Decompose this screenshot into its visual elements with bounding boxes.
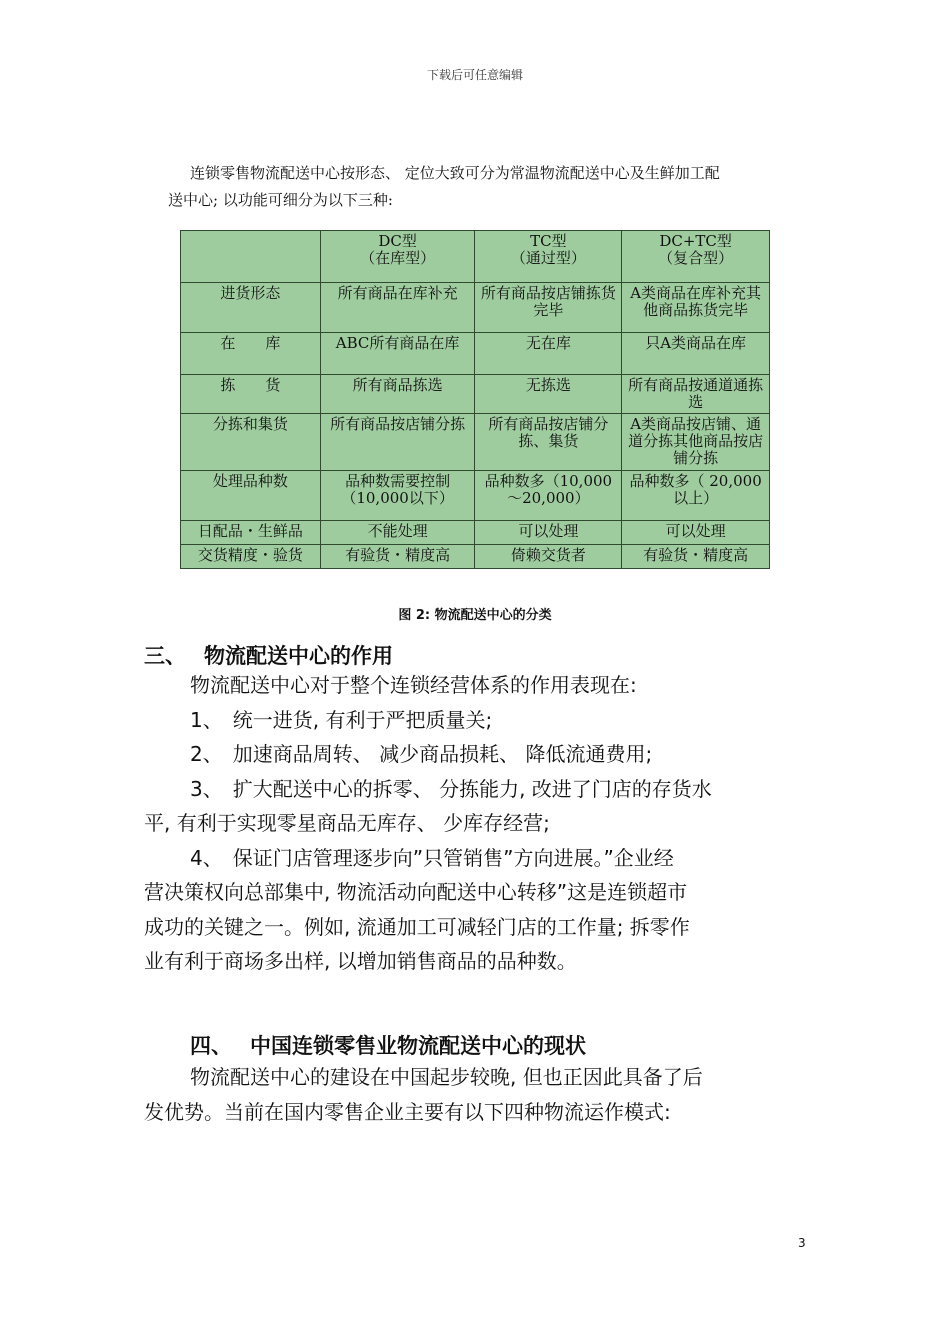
body-line: 业有利于商场多出样, 以增加销售商品的品种数。 [144,949,577,973]
body-line: 1、 统一进货, 有利于严把质量关; [190,707,493,732]
table-row [181,333,770,375]
table-cell: 无在库 [475,333,622,375]
table-cell: 有验货・精度高 [320,545,475,569]
body-line: 3、 扩大配送中心的拆零、 分拣能力, 改进了门店的存货水 [190,776,712,801]
table-cell: 可以处理 [622,521,770,545]
table-row [181,545,770,569]
body-line: 营决策权向总部集中, 物流活动向配送中心转移”这是连锁超市 [144,880,688,904]
table-cell: 倚赖交货者 [475,545,622,569]
body-line: 物流配送中心对于整个连锁经营体系的作用表现在: [190,673,637,697]
table-cell: 只A类商品在库 [622,333,770,375]
intro-line: 连锁零售物流配送中心按形态、 定位大致可分为常温物流配送中心及生鲜加工配 [190,164,720,182]
section-heading [144,640,393,670]
row-label: 进货形态 [181,283,321,333]
section-body [144,668,806,979]
table-row [181,521,770,545]
table-cell: 所有商品在库补充 [320,283,475,333]
table-cell: A类商品在库补充其他商品拣货完毕 [622,283,770,333]
body-line: 物流配送中心的建设在中国起步较晚, 但也正因此具备了后 [190,1065,703,1089]
table-cell: 可以处理 [475,521,622,545]
table-cell: 品种数多（ 20,000以上） [622,471,770,521]
table-cell: 无拣选 [475,375,622,414]
row-label: 处理品种数 [181,471,321,521]
table-header-cell [181,231,321,283]
table-cell: ABC所有商品在库 [320,333,475,375]
table-header-row [181,231,770,283]
table-row [181,414,770,471]
table-cell: 所有商品按店铺分拣、集货 [475,414,622,471]
table-cell: 品种数多（10,000～20,000） [475,471,622,521]
section-title: 物流配送中心的作用 [204,644,393,668]
intro-paragraph [168,160,788,214]
row-label: 分拣和集货 [181,414,321,471]
section-heading [190,1030,586,1060]
table-header-cell: TC型 （通过型） [475,231,622,283]
table-header-cell: DC型 （在库型） [320,231,475,283]
section-title: 中国连锁零售业物流配送中心的现状 [250,1034,586,1058]
table-row [181,471,770,521]
page-number: 3 [798,1236,806,1250]
row-label: 日配品・生鲜品 [181,521,321,545]
table-cell: 品种数需要控制（10,000以下） [320,471,475,521]
row-label: 在 库 [181,333,321,375]
section-body [144,1060,806,1129]
table-cell: 不能处理 [320,521,475,545]
section-number: 三、 [144,644,186,668]
table-cell: 所有商品按店铺分拣 [320,414,475,471]
table-cell: 所有商品拣选 [320,375,475,414]
body-line: 2、 加速商品周转、 减少商品损耗、 降低流通费用; [190,742,653,766]
table-cell: 所有商品按店铺拣货完毕 [475,283,622,333]
body-line: 4、 保证门店管理逐步向”只管销售”方向进展。”企业经 [190,845,674,870]
classification-table [180,230,770,569]
table-cell: 有验货・精度高 [622,545,770,569]
body-line: 成功的关键之一。例如, 流通加工可减轻门店的工作量; 拆零作 [144,914,690,939]
table-cell: A类商品按店铺、通道分拣其他商品按店铺分拣 [622,414,770,471]
figure-caption: 图 2: 物流配送中心的分类 [398,608,552,623]
intro-line: 送中心; 以功能可细分为以下三种: [168,191,393,209]
table-cell: 所有商品按通道通拣选 [622,375,770,414]
page-header: 下载后可任意编辑 [426,68,523,82]
table-header-cell: DC+TC型 （复合型） [622,231,770,283]
row-label: 拣 货 [181,375,321,414]
row-label: 交货精度・验货 [181,545,321,569]
table-row [181,283,770,333]
body-line: 发优势。当前在国内零售企业主要有以下四种物流运作模式: [144,1099,671,1124]
body-line: 平, 有利于实现零星商品无库存、 少库存经营; [144,811,550,835]
table-row [181,375,770,414]
section-number: 四、 [190,1034,232,1058]
